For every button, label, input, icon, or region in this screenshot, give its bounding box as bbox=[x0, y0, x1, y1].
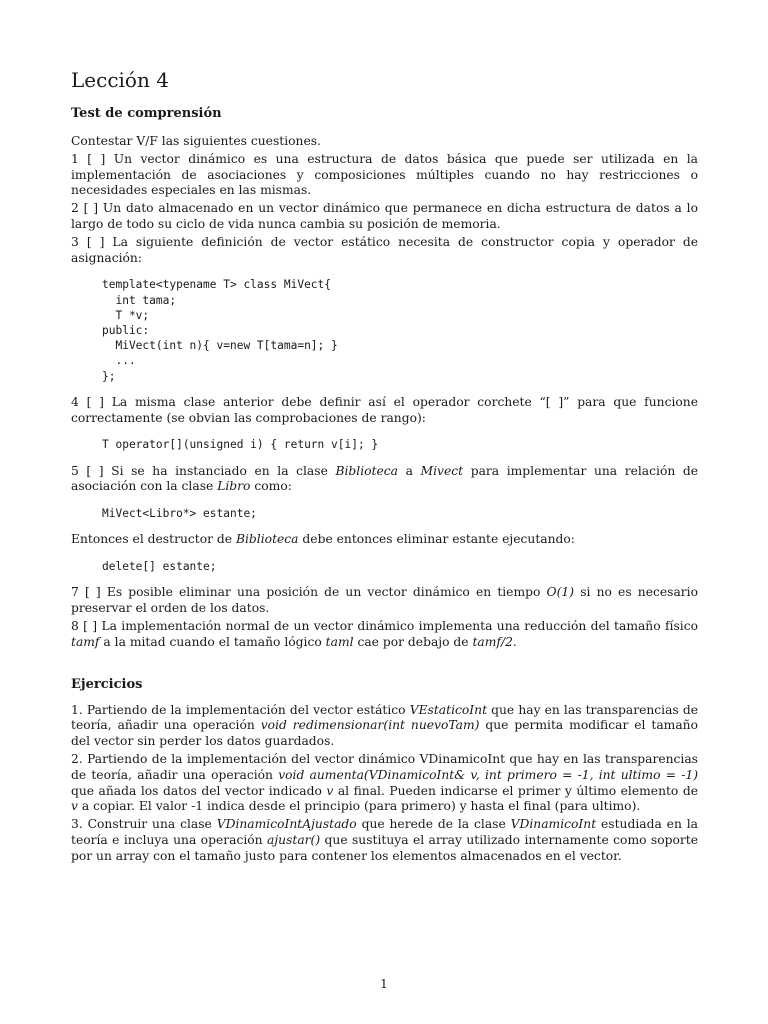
q8-text: a la mitad cuando el tamaño lógico bbox=[99, 634, 326, 649]
question-3: 3 [ ] La siguiente definición de vector estático necesita de constructor copia y operador de asignación: bbox=[71, 234, 698, 265]
code-block-estante: MiVect<Libro*> estante; bbox=[102, 507, 257, 521]
code-block-class: template<typename T> class MiVect{ int tama; T *v; public: MiVect(int n){ v=new T[tama=n]; } ... }; bbox=[102, 278, 338, 383]
code-block-delete: delete[] estante; bbox=[102, 560, 217, 574]
q5-text: a bbox=[398, 463, 421, 478]
then-text: Entonces el destructor de bbox=[71, 532, 236, 547]
q7-text: si no es necesario preservar el orden de los datos. bbox=[71, 585, 698, 616]
ex2-v: v bbox=[326, 783, 334, 798]
ex1-text: que permita modificar el tamaño del vector sin perder los datos guardados. bbox=[71, 718, 698, 749]
q8-text: . bbox=[512, 634, 517, 649]
q5-libro: Libro bbox=[217, 479, 251, 494]
exercise-1 bbox=[71, 703, 698, 750]
lesson-title: Lección 4 bbox=[71, 68, 169, 92]
ex1-text: que hay en las transparencias de teoría, añadir una operación bbox=[71, 702, 698, 733]
q5-text: como: bbox=[250, 479, 292, 494]
question-2: 2 [ ] Un dato almacenado en un vector dinámico que permanece en dicha estructura de datos a lo largo de todo su ciclo de vida nunca cambia su posición de memoria. bbox=[71, 201, 698, 231]
q8-tamf-half: tamf/2 bbox=[472, 634, 513, 649]
ex3-text: que herede de la clase bbox=[356, 817, 511, 832]
question-4: 4 [ ] La misma clase anterior debe definir así el operador corchete “[ ]” para que funcione correctamente (se obvian las comprobaciones de rango): bbox=[71, 394, 698, 425]
ex3-text: 3. Construir una clase bbox=[71, 817, 217, 832]
q8-tamf: tamf bbox=[71, 634, 100, 649]
ex3-operation: ajustar() bbox=[267, 832, 321, 847]
document-page bbox=[71, 66, 698, 867]
page-number: 1 bbox=[380, 977, 388, 991]
exercise-2 bbox=[71, 752, 698, 815]
question-7 bbox=[71, 585, 698, 617]
question-5 bbox=[71, 464, 698, 496]
ex3-class: VDinamicoIntAjustado bbox=[216, 817, 357, 832]
ex3-base-class: VDinamicoInt bbox=[510, 817, 597, 832]
question-1: 1 [ ] Un vector dinámico es una estructura de datos básica que puede ser utilizada en la implementación de asociaciones y composiciones múltiples cuando no hay restricciones o necesidades especiales en las mismas. bbox=[71, 151, 698, 198]
ex1-text: 1. Partiendo de la implementación del vector estático bbox=[71, 702, 410, 717]
ex1-class: VEstaticoInt bbox=[409, 702, 488, 717]
then-biblioteca: Biblioteca bbox=[235, 532, 299, 547]
then-text: debe entonces eliminar estante ejecutando: bbox=[298, 532, 575, 547]
ex3-text: estudiada en la teoría e incluya una operación bbox=[71, 817, 698, 847]
q5-text: para implementar una relación de asociación con la clase bbox=[71, 463, 699, 494]
exercises-title: Ejercicios bbox=[71, 676, 143, 692]
destructor-text bbox=[71, 532, 698, 548]
q5-biblioteca: Biblioteca bbox=[335, 463, 399, 478]
q8-taml: taml bbox=[325, 634, 354, 649]
q5-mivect: Mivect bbox=[420, 463, 464, 478]
q7-text: 7 [ ] Es posible eliminar una posición de un vector dinámico en tiempo bbox=[71, 585, 547, 600]
code-block-operator: T operator[](unsigned i) { return v[i]; } bbox=[102, 438, 379, 452]
ex2-v: v bbox=[71, 799, 78, 814]
ex2-text: que añada los datos del vector indicado bbox=[71, 783, 327, 798]
q8-text: cae por debajo de bbox=[353, 634, 473, 649]
intro-text: Contestar V/F las siguientes cuestiones. bbox=[71, 134, 321, 148]
question-8 bbox=[71, 619, 698, 651]
exercise-3 bbox=[71, 817, 698, 864]
q8-text: 8 [ ] La implementación normal de un vector dinámico implementa una reducción del tamaño físico bbox=[71, 618, 698, 633]
q5-text: 5 [ ] Si se ha instanciado en la clase bbox=[71, 463, 336, 478]
ex2-text: al final. Pueden indicarse el primer y último elemento de bbox=[333, 783, 698, 798]
test-title: Test de comprensión bbox=[71, 106, 222, 121]
q7-complexity: O(1) bbox=[546, 585, 575, 600]
ex2-text: a copiar. El valor -1 indica desde el principio (para primero) y hasta el final (para ultimo). bbox=[77, 799, 641, 814]
ex1-operation: void redimensionar(int nuevoTam) bbox=[260, 718, 480, 733]
ex2-operation: void aumenta(VDinamicoInt& v, int primero = -1, int ultimo = -1) bbox=[278, 767, 698, 782]
ex3-text: que sustituya el array utilizado internamente como soporte por un array con el tamaño justo para contener los elementos almacenados en el vector. bbox=[71, 832, 698, 863]
ex2-text: 2. Partiendo de la implementación del vector dinámico VDinamicoInt que hay en las transparencias de teoría, añadir una operación bbox=[71, 751, 698, 782]
